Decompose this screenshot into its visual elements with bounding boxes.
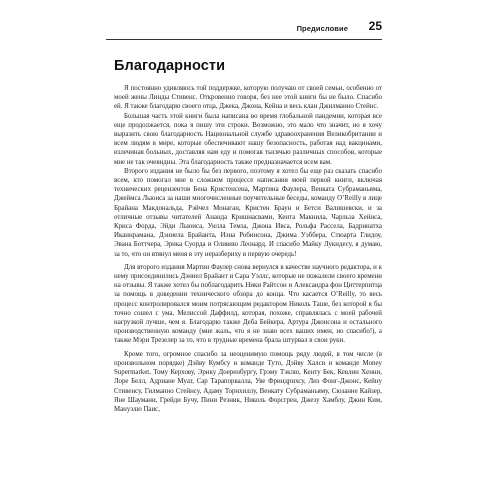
- page-header: [106, 19, 382, 41]
- paragraph-pandemic: Большая часть этой книги была написана во время глобальной пандемии, которая все еще продолжается, пока я пишу эти строки. Возможно, это мало что значит, но я хочу выразить свою благодарность Национальной службе здравоохранения Великобритании и всем людям в мире, которые обеспечивают нашу безопасность, работая над вакцинами, излечиная больных, доставляя нам еду и помогая тысячью различных способов, которые мне не так очевидны. Эта благодарность также предназначается всем вам.: [114, 112, 382, 166]
- body-text: [114, 84, 382, 414]
- header-divider: [106, 39, 382, 40]
- paragraph-other-thanks: Кроме того, огромное спасибо за неоценимую помощь ряду людей, в том числе (в произвольном порядке) Дэйву Кумбсу и команде Туто, Дэйву Халси и команде Money Supermarket, Тому Керхову, Эрику Доеренбургу, Грэму Тэклю, Кенту Бек, Кевлин Хенни, Лоре Белл, Адриане Муат, Сар Тарапорвалла, Уве Фриндрихсу, Лиз Фонг-Джонс, Кейну Стивенсу, Гилманно Стейнсу, Адаму Торнхиллу, Венкату Субраманьяму, Сюзанне Кайзер, Яне Шаумани, Грейди Бучу, Пини Резник, Николь Форсгрен, Джезу Хамблу, Джин Ким, Мануэлю Паис,: [114, 350, 382, 413]
- paragraph-first-edition: Второго издания не было бы без первого, поэтому я хотел бы еще раз сказать спасибо всем, кто помогал мне в сложном процессе написания моей первой книги, включая технических рецензентов Бена Кристенсена, Мартина Фаулера, Венката Субраманьяма, Джеймса Льюиса за наши многочисленные поучительные беседы, команду O’Reilly в лице Брайана Макдональда, Рэйчел Монаган, Кристен Браун и Бетси Валишевски, и за отличные отзывы читателей Ананда Кришнасвами, Кента Макнила, Чарльза Хейнса, Криса Форда, Эйди Льюиса, Уилла Темза, Джона Ивса, Рольфа Рассела, Бадринатха Иканнрамана, Дэниела Брайанта, Иэна Робинсона, Джима Уэббера, Стюарта Глидоу, Эвана Боттчера, Эрика Суорда и Оливию Леонард. И спасибо Майку Лукидесу, я думаю, за то, что он втянул меня в эту неразбериху в первую очередь!: [114, 167, 382, 258]
- paragraph-family: Я постоянно удивляюсь той поддержке, которую получаю от своей семьи, особенно от моей жены Линды Стивенс. Откровенно говоря, без нее этой книги бы не было. Спасибо ей. Я также благодарю своего отца, Джека, Джона, Кейна и весь клан Джилманно Стейнс.: [114, 85, 382, 111]
- paragraph-second-edition: Для второго издания Мартин Фаулер снова вернулся в качестве научного редактора, и к нему присоединились Дэниел Брайант и Сара Уэллс, которые не пожалели своего времени на отзывы. Я также хотел бы поблагодарить Ники Райтсон и Александра фон Циттерпитца за помощь в доведении технического обзора до конца. Что касается O’Reilly, то весь процесс контролировался моим потрясающим редактором Николь Таше, без которой я бы точно сошел с ума, Мелиссой Даффилд, которая, похоже, справлялась с моей рабочей нагрузкой лучше, чем я. Благодарю также Деба Бейкера, Артура Джонсона и остального производственную команду (мне жаль, что я не знаю всех ваших имен, но спасибо!), а также Мэри Трезелер за то, что в трудные времена брала штурвал в свои руки.: [114, 263, 382, 345]
- section-title: Благодарности: [114, 58, 226, 74]
- page-number: 25: [368, 19, 382, 33]
- running-header-section: Предисловие: [296, 24, 348, 33]
